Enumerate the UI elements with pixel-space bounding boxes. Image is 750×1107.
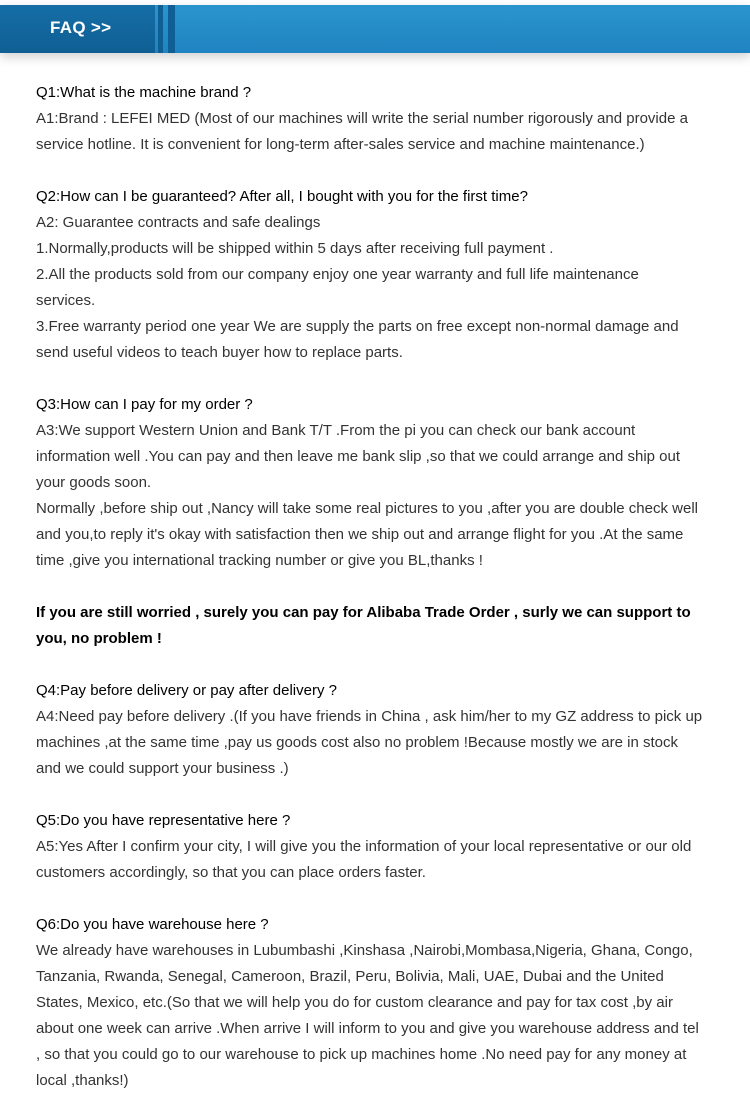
faq-answer-line: A4:Need pay before delivery .(If you have friends in China , ask him/her to my GZ address to pick up [36, 708, 703, 725]
faq-question-5: Q5:Do you have representative here ? [36, 812, 291, 829]
faq-answer-line: information well .You can pay and then leave me bank slip ,so that we could arrange and ship out [36, 448, 681, 465]
header-divider [158, 5, 163, 53]
faq-answer-line: and you,to reply it's okay with satisfaction then we ship out and arrange flight for you .At the same [36, 526, 684, 543]
faq-question-1: Q1:What is the machine brand ? [36, 84, 252, 101]
faq-answer-line: A1:Brand : LEFEI MED (Most of our machines will write the serial number rigorously and provide a [36, 110, 688, 127]
faq-answer-line: 2.All the products sold from our company enjoy one year warranty and full life maintenance [36, 266, 639, 283]
faq-answer-line: services. [36, 292, 96, 309]
faq-answer-line: A3:We support Western Union and Bank T/T .From the pi you can check our bank account [36, 422, 636, 439]
faq-header [0, 5, 750, 53]
faq-answer-line: We already have warehouses in Lubumbashi ,Kinshasa ,Nairobi,Mombasa,Nigeria, Ghana, Congo, [36, 942, 693, 959]
faq-question-4: Q4:Pay before delivery or pay after delivery ? [36, 682, 337, 699]
faq-answer-line: 1.Normally,products will be shipped within 5 days after receiving full payment . [36, 240, 554, 257]
faq-answer-line: customers accordingly, so that you can place orders faster. [36, 864, 426, 881]
faq-answer-line: A2: Guarantee contracts and safe dealings [36, 214, 321, 231]
faq-answer-line: Normally ,before ship out ,Nancy will take some real pictures to you ,after you are double check well [36, 500, 698, 517]
faq-answer-line: about one week can arrive .When arrive I will inform to you and give you warehouse address and tel [36, 1020, 699, 1037]
header-title: FAQ >> [50, 18, 112, 37]
faq-answer-line: 3.Free warranty period one year We are supply the parts on free except non-normal damage and [36, 318, 679, 335]
faq-question-3: Q3:How can I pay for my order ? [36, 396, 253, 413]
faq-answer-line: Tanzania, Rwanda, Senegal, Cameroon, Brazil, Peru, Bolivia, Mali, UAE, Dubai and the United [36, 968, 664, 985]
faq-note-line: you, no problem ! [36, 630, 162, 647]
faq-content [36, 80, 716, 1094]
faq-answer-line: machines ,at the same time ,pay us goods cost also no problem !Because mostly we are in stock [36, 734, 678, 751]
faq-answer-line: your goods soon. [36, 474, 152, 491]
faq-answer-line: local ,thanks!) [36, 1072, 129, 1089]
faq-question-6: Q6:Do you have warehouse here ? [36, 916, 269, 933]
faq-note-line: If you are still worried , surely you can pay for Alibaba Trade Order , surly we can support to [36, 604, 691, 621]
faq-question-2: Q2:How can I be guaranteed? After all, I bought with you for the first time? [36, 188, 528, 205]
faq-answer-line: service hotline. It is convenient for long-term after-sales service and machine maintenance.) [36, 136, 645, 153]
faq-answer-line: , so that you could go to our warehouse to pick up machines home .No need pay for any money at [36, 1046, 687, 1063]
faq-answer-line: A5:Yes After I confirm your city, I will give you the information of your local representative or our old [36, 838, 692, 855]
faq-answer-line: send useful videos to teach buyer how to replace parts. [36, 344, 403, 361]
faq-answer-line: time ,give you international tracking number or give you BL,thanks ! [36, 552, 483, 569]
header-divider [168, 5, 175, 53]
faq-answer-line: and we could support your business .) [36, 760, 289, 777]
faq-answer-line: States, Mexico, etc.(So that we will help you do for custom clearance and pay for tax cost ,by air [36, 994, 673, 1011]
